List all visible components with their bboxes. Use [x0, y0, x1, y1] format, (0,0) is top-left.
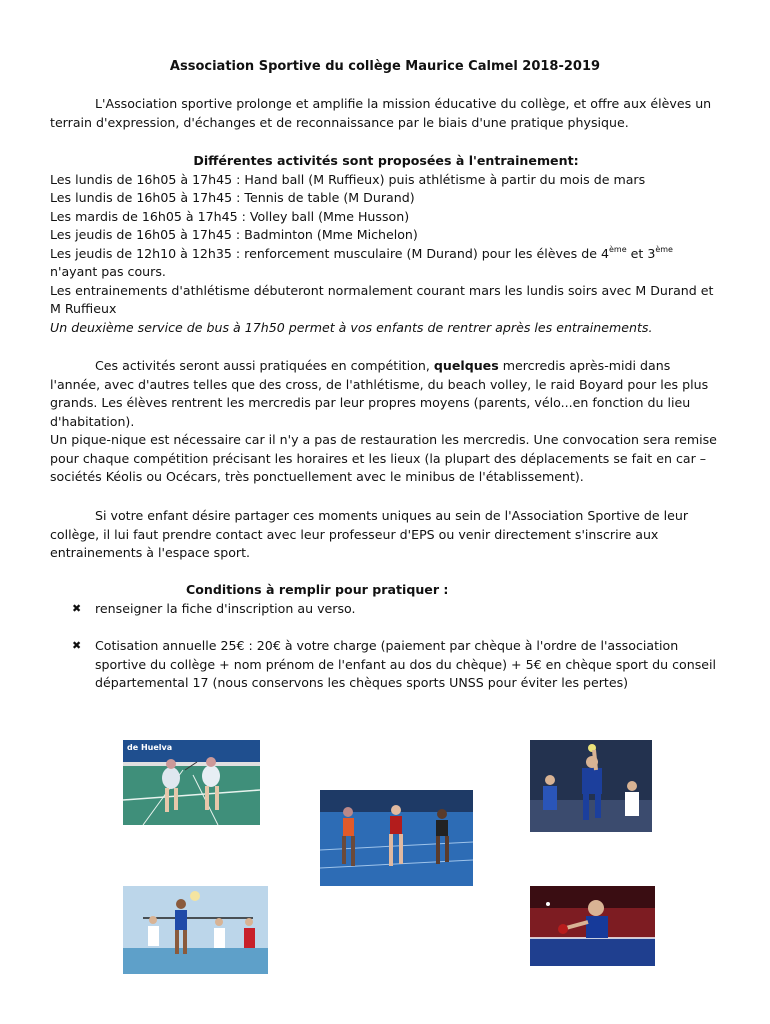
competition-section [50, 357, 722, 487]
activities-section [50, 152, 722, 337]
intro-paragraph: L'Association sportive prolonge et amplifie la mission éducative du collège, et offre aux élèves un terrain d'expression, d'échanges et de reconnaissance par le biais d'une pratique physique. [50, 96, 712, 130]
activity-line: Les jeudis de 16h05 à 17h45 : Badminton (Mme Michelon) [50, 227, 418, 242]
activities-heading: Différentes activités sont proposées à l'entrainement: [193, 153, 579, 168]
table-tennis-photo [530, 886, 655, 966]
condition-item [50, 600, 722, 619]
bus-note: Un deuxième service de bus à 17h50 permet à vos enfants de rentrer après les entrainements. [50, 319, 653, 335]
activity-line: Les lundis de 16h05 à 17h45 : Hand ball (M Ruffieux) puis athlétisme à partir du mois de mars [50, 171, 646, 187]
muscu-text-b: et 3 [626, 245, 656, 261]
muscu-text-c: n'ayant pas cours. [50, 264, 166, 279]
cross-bullet-icon: ✖ [72, 639, 82, 652]
badminton-photo [123, 740, 260, 825]
handball-photo [530, 740, 652, 832]
cross-bullet-icon: ✖ [72, 601, 82, 615]
competition-text-b: mercredis après-midi dans l'année, avec d'autres telles que des cross, de l'athlétisme, du beach volley, le raid Boyard pour les plus grands. Les élèves rentrent les mercredis par leur propres moyens (parents, vélo...en fonction du lieu d'habitation). [50, 358, 709, 429]
page-title: Association Sportive du collège Maurice Calmel 2018-2019 [169, 59, 601, 74]
condition-text: Cotisation annuelle 25€ : 20€ à votre charge (paiement par chèque à l'ordre de l'association sportive du collège + nom prénom de l'enfant au dos du chèque) + 5€ en chèque sport du conseil départemental 17 (nous conservons les chèques sports UNSS pour éviter les pertes) [95, 638, 717, 690]
conditions-section [50, 581, 722, 693]
conditions-list [50, 600, 722, 693]
competition-emphasis: quelques [433, 358, 499, 373]
activity-line-muscu [50, 245, 722, 282]
volleyball-photo [123, 886, 268, 974]
athletics-photo [320, 790, 473, 886]
condition-text: renseigner la fiche d'inscription au verso. [95, 600, 356, 616]
join-paragraph: Si votre enfant désire partager ces moments uniques au sein de l'Association Sportive de leur collège, il lui faut prendre contact avec leur professeur d'EPS ou venir directement s'inscrire aux entrainements à l'espace sport. [50, 508, 689, 560]
activity-line: Les mardis de 16h05 à 17h45 : Volley ball (Mme Husson) [50, 208, 410, 224]
competition-paragraph-1 [50, 357, 722, 431]
competition-paragraph-2: Un pique-nique est nécessaire car il n'y a pas de restauration les mercredis. Une convocation sera remise pour chaque compétition précisant les horaires et les lieux (la plupart des déplacements se fait en car – sociétés Kéolis ou Océcars, très ponctuellement avec le minibus de l'établissement). [50, 432, 717, 484]
muscu-sup-2: ème [655, 244, 673, 254]
competition-text-a: Ces activités seront aussi pratiquées en compétition, [95, 358, 434, 373]
athletics-note: Les entrainements d'athlétisme débuteront normalement courant mars les lundis soirs avec M Durand et M Ruffieux [50, 282, 714, 316]
banner-text: de Huelva [127, 743, 173, 752]
conditions-heading: Conditions à remplir pour pratiquer : [186, 582, 449, 597]
activity-line: Les lundis de 16h05 à 17h45 : Tennis de table (M Durand) [50, 190, 415, 205]
condition-item [50, 637, 722, 693]
muscu-text-a: Les jeudis de 12h10 à 12h35 : renforcement musculaire (M Durand) pour les élèves de 4 [50, 245, 609, 261]
muscu-sup-1: ème [608, 244, 627, 254]
